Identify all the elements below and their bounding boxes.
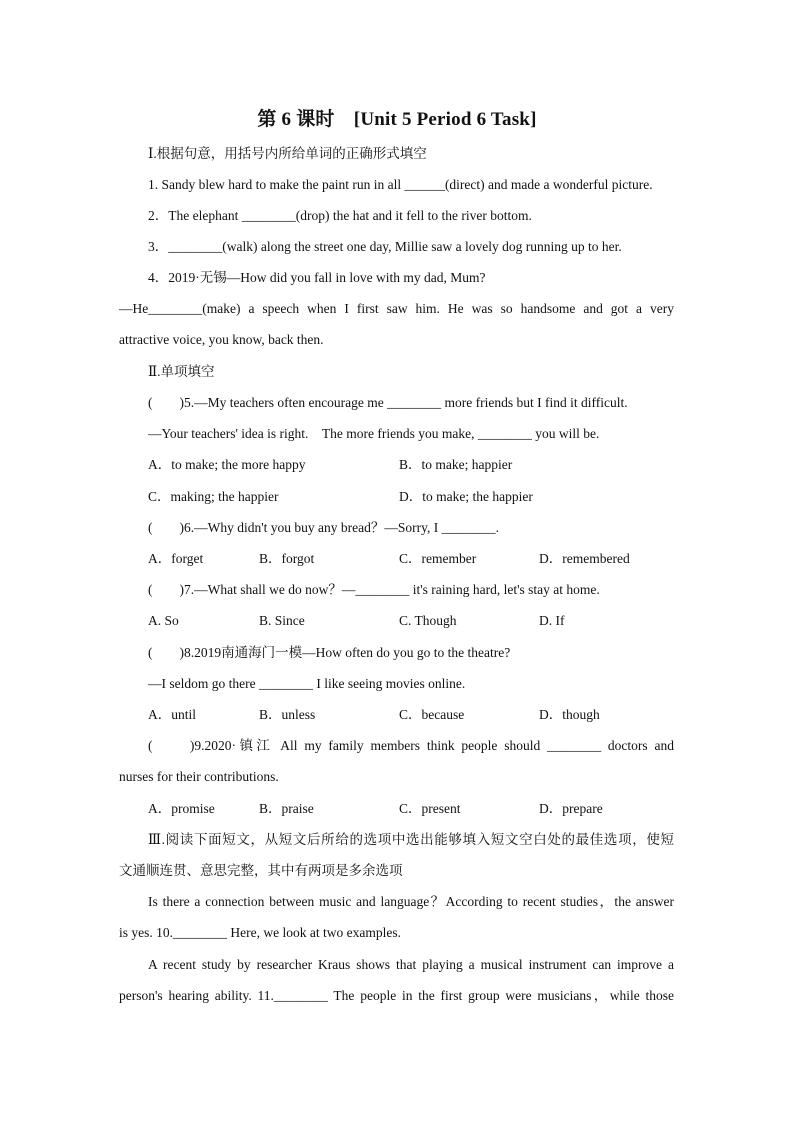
question-3: 3．________(walk) along the street one day, Millie saw a lovely dog running up to her. [148,239,622,254]
question-4-answer-line2: attractive voice, you know, back then. [119,332,324,347]
q9-option-d: D．prepare [539,801,603,816]
question-2: 2．The elephant ________(drop) the hat and it fell to the river bottom. [148,208,532,223]
q6-option-a: A．forget [148,551,204,566]
question-5-line2: —Your teachers' idea is right. The more friends you make, ________ you will be. [148,426,600,441]
question-9-line1: ( )9.2020·镇江 All my family members think people should ________ doctors and [148,738,674,753]
q9-option-a: A．promise [148,801,215,816]
question-8-line2: —I seldom go there ________ I like seeing movies online. [148,676,466,691]
question-8: ( )8.2019南通海门一模—How often do you go to the theatre? [148,645,511,660]
q6-option-b: B．forgot [259,551,315,566]
q8-option-c: C．because [399,707,465,722]
passage-paragraph2-line1: A recent study by researcher Kraus shows that playing a musical instrument can improve a [148,957,674,972]
q6-option-d: D．remembered [539,551,630,566]
question-4-answer-line1: —He________(make) a speech when I first saw him. He was so handsome and got a very [119,301,674,316]
q9-option-b: B．praise [259,801,314,816]
q7-option-a: A. So [148,613,179,628]
q7-option-b: B. Since [259,613,305,628]
q5-option-b: B．to make; happier [399,457,513,472]
q8-option-a: A．until [148,707,197,722]
section1-heading: Ⅰ.根据句意，用括号内所给单词的正确形式填空 [148,146,427,161]
question-5: ( )5.—My teachers often encourage me ________ more friends but I find it difficult. [148,395,628,410]
question-9-line2: nurses for their contributions. [119,769,279,784]
question-1: 1. Sandy blew hard to make the paint run in all ______(direct) and made a wonderful picture. [148,177,653,192]
section3-heading-line2: 文通顺连贯、意思完整，其中有两项是多余选项 [119,863,403,878]
page-title: 第 6 课时 [Unit 5 Period 6 Task] [257,109,537,130]
q8-option-d: D．though [539,707,600,722]
q5-option-c: C．making; the happier [148,489,279,504]
section3-heading-line1: Ⅲ.阅读下面短文，从短文后所给的选项中选出能够填入短文空白处的最佳选项，使短 [148,832,674,847]
section2-heading: Ⅱ.单项填空 [148,364,215,379]
question-4: 4．2019·无锡—How did you fall in love with my dad, Mum? [148,270,486,285]
q7-option-d: D. If [539,613,565,628]
passage-paragraph2-line2: person's hearing ability. 11.________ The people in the first group were musicians，while those [119,988,674,1003]
passage-paragraph1-line2: is yes. 10.________ Here, we look at two examples. [119,925,401,940]
q8-option-b: B．unless [259,707,316,722]
question-6: ( )6.—Why didn't you buy any bread？—Sorry, I ________. [148,520,500,535]
q9-option-c: C．present [399,801,461,816]
q5-option-d: D．to make; the happier [399,489,533,504]
q7-option-c: C. Though [399,613,457,628]
q6-option-c: C．remember [399,551,477,566]
passage-paragraph1-line1: Is there a connection between music and language？According to recent studies，the answer [148,894,674,909]
q5-option-a: A．to make; the more happy [148,457,306,472]
question-7: ( )7.—What shall we do now？—________ it's raining hard, let's stay at home. [148,582,600,597]
